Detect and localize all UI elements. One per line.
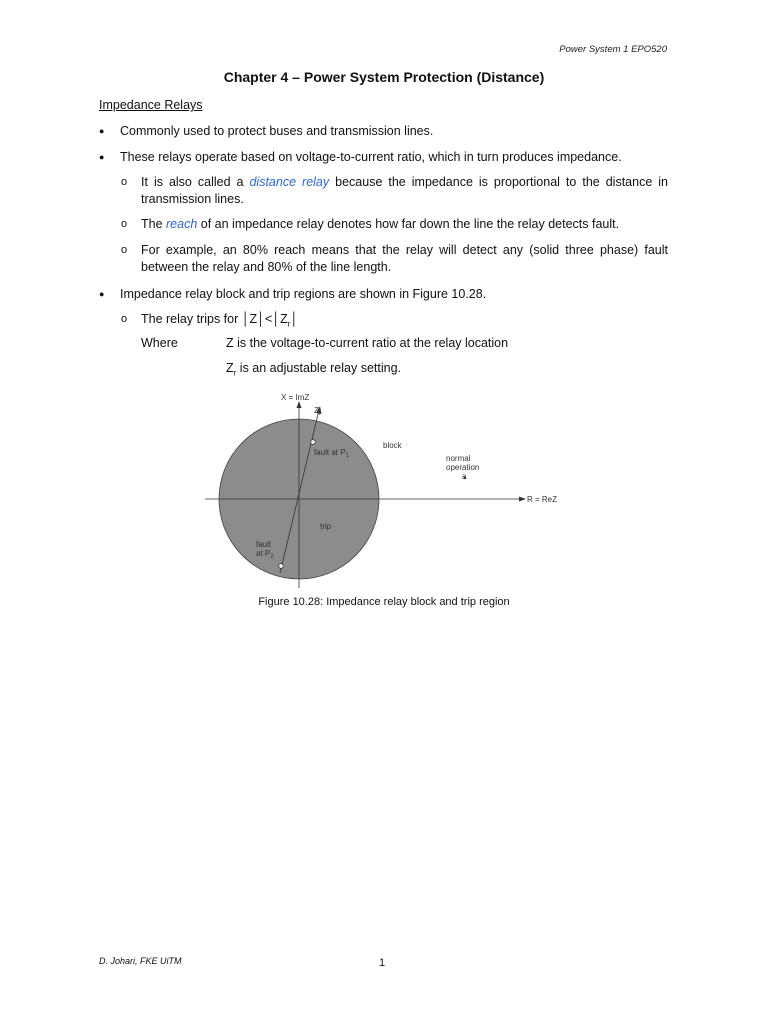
trip-label: trip <box>320 522 332 531</box>
fault-p2-label: at $P_2$ <box>256 549 274 560</box>
fault-p1-label: fault at $P_1$ <box>314 448 349 459</box>
circle-bullet-icon: o <box>121 218 128 230</box>
where-line-1: Z is the voltage-to-current ratio at the relay location <box>226 336 509 350</box>
header-course: Power System 1 EPO520 <box>559 44 667 55</box>
page-title: Chapter 4 – Power System Protection (Distance) <box>223 69 545 85</box>
fault-point-p1 <box>311 440 316 445</box>
normal-operation-point-label: a <box>462 472 467 481</box>
fault-point-p2 <box>279 564 284 569</box>
term-reach: reach <box>166 217 198 231</box>
y-axis-label: X = ImZ <box>281 393 310 402</box>
zr-label: $Z_r$ <box>314 406 321 417</box>
normal-operation-label: operation <box>446 463 480 472</box>
impedance-relay-figure <box>200 388 570 588</box>
x-axis-label: R = ReZ <box>527 495 558 504</box>
fault-p2-label: fault <box>256 540 272 549</box>
sub-text: It is also called a distance relay because the impedance is proportional to the distance in transmission lines. <box>141 175 668 206</box>
circle-bullet-icon: o <box>121 176 128 188</box>
where-label: Where <box>141 336 178 350</box>
bullet-text: Impedance relay block and trip regions are shown in Figure 10.28. <box>120 287 487 301</box>
x-axis-arrow-icon <box>297 401 302 408</box>
bullet-dot-icon: ● <box>99 126 105 136</box>
bullet-dot-icon: ● <box>99 152 105 162</box>
circle-bullet-icon: o <box>121 313 128 325</box>
sub-text: For example, an 80% reach means that the relay will detect any (solid three phase) fault between the relay and 80% of the line length. <box>141 243 668 274</box>
r-axis-arrow-icon <box>519 497 526 502</box>
figure-caption: Figure 10.28: Impedance relay block and trip region <box>258 596 510 608</box>
sub-text: The reach of an impedance relay denotes how far down the line the relay detects fault. <box>141 217 620 231</box>
where-line-2: $Z_r$ is an adjustable relay setting. <box>226 361 401 378</box>
bullet-dot-icon: ● <box>99 289 105 299</box>
normal-operation-label: normal <box>446 454 471 463</box>
block-label: block <box>383 441 402 450</box>
page-number: 1 <box>379 957 386 969</box>
circle-bullet-icon: o <box>121 244 128 256</box>
section-heading: Impedance Relays <box>99 98 203 112</box>
bullet-text: Commonly used to protect buses and transmission lines. <box>120 124 434 138</box>
trip-condition: $│Z│<│Z_r│$ <box>241 312 299 329</box>
bullet-text: These relays operate based on voltage-to-current ratio, which in turn produces impedance. <box>120 150 622 164</box>
footer-author: D. Johari, FKE UiTM <box>99 956 182 966</box>
term-distance-relay: distance relay <box>249 175 330 189</box>
sub-text: The relay trips for $│Z│<│Z_r│$ <box>141 312 299 329</box>
